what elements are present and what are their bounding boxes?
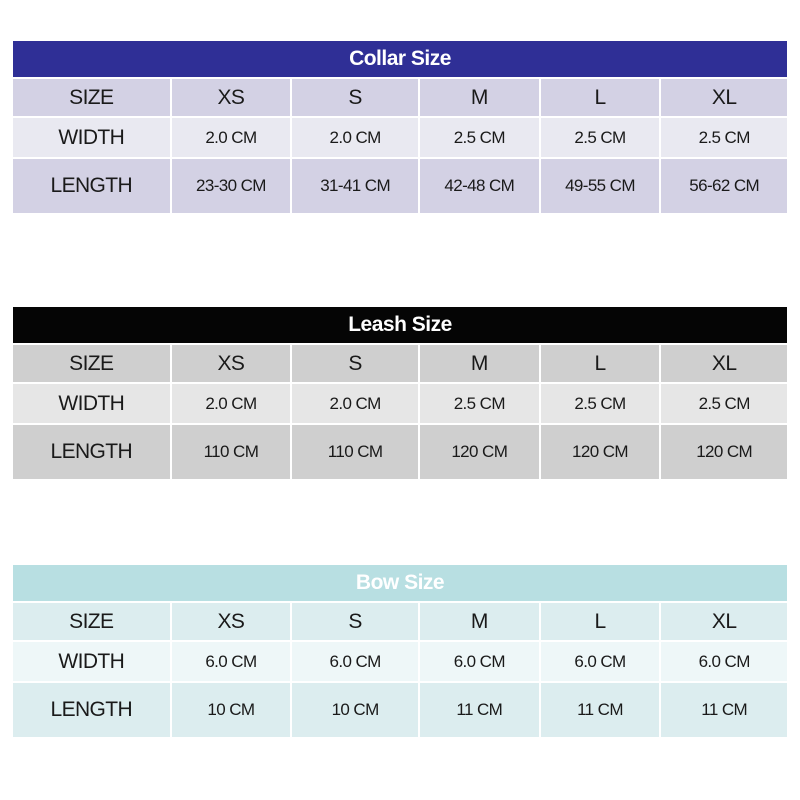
size-header-cell: SIZE	[13, 345, 170, 382]
length-header-cell: LENGTH	[13, 159, 170, 213]
leash-length-row	[13, 423, 787, 479]
leash-size-row	[13, 343, 787, 382]
width-cell-m: 2.5 CM	[418, 118, 539, 157]
leash-size-table	[13, 307, 787, 479]
width-header-cell: WIDTH	[13, 384, 170, 423]
width-cell-xl: 6.0 CM	[659, 642, 787, 681]
width-cell-xl: 2.5 CM	[659, 118, 787, 157]
length-cell-m: 42-48 CM	[418, 159, 539, 213]
length-cell-xl: 11 CM	[659, 683, 787, 737]
size-cell-xl: XL	[659, 79, 787, 116]
size-cell-s: S	[290, 603, 418, 640]
width-cell-xs: 2.0 CM	[170, 118, 291, 157]
width-cell-m: 6.0 CM	[418, 642, 539, 681]
bow-size-row	[13, 601, 787, 640]
width-cell-s: 2.0 CM	[290, 384, 418, 423]
size-cell-xs: XS	[170, 603, 291, 640]
length-cell-s: 31-41 CM	[290, 159, 418, 213]
collar-size-row	[13, 77, 787, 116]
bow-width-row	[13, 640, 787, 681]
size-cell-m: M	[418, 79, 539, 116]
length-cell-xs: 110 CM	[170, 425, 291, 479]
bow-size-table	[13, 565, 787, 737]
length-cell-l: 49-55 CM	[539, 159, 660, 213]
size-cell-l: L	[539, 79, 660, 116]
width-cell-m: 2.5 CM	[418, 384, 539, 423]
size-cell-l: L	[539, 345, 660, 382]
length-header-cell: LENGTH	[13, 683, 170, 737]
length-header-cell: LENGTH	[13, 425, 170, 479]
length-cell-xs: 23-30 CM	[170, 159, 291, 213]
length-cell-xs: 10 CM	[170, 683, 291, 737]
collar-size-title: Collar Size	[13, 41, 787, 77]
width-cell-l: 2.5 CM	[539, 384, 660, 423]
leash-width-row	[13, 382, 787, 423]
size-header-cell: SIZE	[13, 603, 170, 640]
size-cell-xs: XS	[170, 345, 291, 382]
bow-size-title: Bow Size	[13, 565, 787, 601]
collar-size-table	[13, 41, 787, 213]
size-cell-xl: XL	[659, 345, 787, 382]
length-cell-xl: 56-62 CM	[659, 159, 787, 213]
width-cell-s: 2.0 CM	[290, 118, 418, 157]
length-cell-m: 11 CM	[418, 683, 539, 737]
width-cell-xs: 2.0 CM	[170, 384, 291, 423]
width-header-cell: WIDTH	[13, 118, 170, 157]
bow-length-row	[13, 681, 787, 737]
width-cell-xs: 6.0 CM	[170, 642, 291, 681]
size-cell-xs: XS	[170, 79, 291, 116]
size-cell-xl: XL	[659, 603, 787, 640]
width-cell-s: 6.0 CM	[290, 642, 418, 681]
width-cell-l: 6.0 CM	[539, 642, 660, 681]
leash-size-title: Leash Size	[13, 307, 787, 343]
collar-length-row	[13, 157, 787, 213]
length-cell-l: 11 CM	[539, 683, 660, 737]
length-cell-xl: 120 CM	[659, 425, 787, 479]
width-cell-l: 2.5 CM	[539, 118, 660, 157]
collar-width-row	[13, 116, 787, 157]
size-cell-l: L	[539, 603, 660, 640]
size-cell-s: S	[290, 79, 418, 116]
size-cell-m: M	[418, 603, 539, 640]
width-header-cell: WIDTH	[13, 642, 170, 681]
length-cell-s: 110 CM	[290, 425, 418, 479]
size-cell-s: S	[290, 345, 418, 382]
size-header-cell: SIZE	[13, 79, 170, 116]
size-cell-m: M	[418, 345, 539, 382]
width-cell-xl: 2.5 CM	[659, 384, 787, 423]
length-cell-m: 120 CM	[418, 425, 539, 479]
length-cell-s: 10 CM	[290, 683, 418, 737]
length-cell-l: 120 CM	[539, 425, 660, 479]
